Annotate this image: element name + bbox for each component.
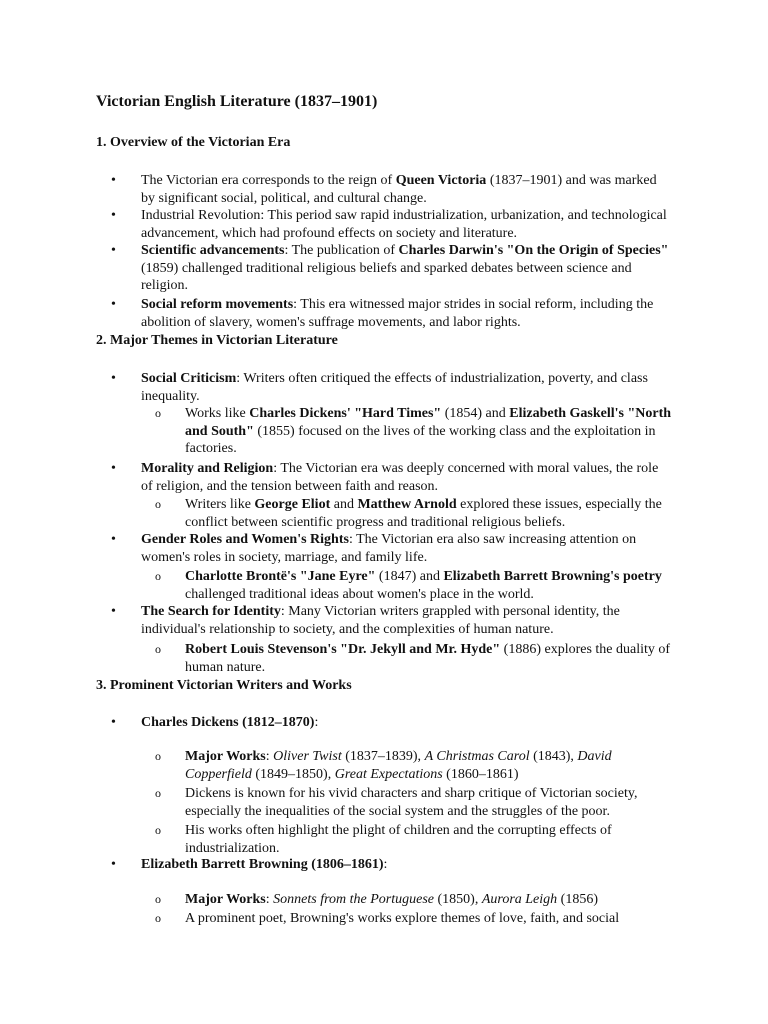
bullet-icon: • — [111, 532, 116, 547]
list-item: • Social reform movements: This era witnessed major strides in social reform, including the abolition of slavery, women's suffrage movements, and labor rights. — [111, 297, 654, 330]
circle-bullet-icon: o — [155, 569, 161, 583]
bullet-icon: • — [111, 173, 116, 188]
bullet-icon: • — [111, 604, 116, 619]
bullet-icon: • — [111, 297, 116, 312]
list-item: • Industrial Revolution: This period saw rapid industrialization, urbanization, and technological advancement, which had profound effects on society and literature. — [111, 208, 667, 241]
bullet-icon: • — [111, 243, 116, 258]
sub-list-item: o Robert Louis Stevenson's "Dr. Jekyll and Mr. Hyde" (1886) explores the duality of human nature. — [155, 642, 671, 675]
section-heading-writers: 3. Prominent Victorian Writers and Works — [96, 678, 352, 693]
circle-bullet-icon: o — [155, 642, 161, 656]
sub-list-item: o His works often highlight the plight of children and the corrupting effects of industrialization. — [155, 823, 612, 856]
circle-bullet-icon: o — [155, 749, 161, 763]
list-item: • The Search for Identity: Many Victorian writers grappled with personal identity, the individual's relationship to society, and the complexities of human nature. — [111, 604, 620, 637]
bullet-icon: • — [111, 208, 116, 223]
list-item: • Social Criticism: Writers often critiqued the effects of industrialization, poverty, and class inequality. — [111, 371, 648, 404]
sub-list-item: o Charlotte Brontë's "Jane Eyre" (1847) and Elizabeth Barrett Browning's poetry challenged traditional ideas about women's place in the world. — [155, 569, 662, 602]
list-item: • Scientific advancements: The publication of Charles Darwin's "On the Origin of Species" (1859) challenged traditional religious beliefs and sparked debates between science and religion. — [111, 243, 669, 293]
section-heading-overview: 1. Overview of the Victorian Era — [96, 135, 291, 150]
list-item: • Morality and Religion: The Victorian era was deeply concerned with moral values, the role of religion, and the tension between faith and reason. — [111, 461, 659, 494]
sub-list-item: o Works like Charles Dickens' "Hard Times" (1854) and Elizabeth Gaskell's "North and South" (1855) focused on the lives of the working class and the exploitation in factories. — [155, 406, 672, 456]
list-item: • Elizabeth Barrett Browning (1806–1861): — [111, 857, 388, 872]
list-item: • The Victorian era corresponds to the reign of Queen Victoria (1837–1901) and was marked by significant social, political, and cultural change. — [111, 173, 657, 206]
list-item: • Charles Dickens (1812–1870): — [111, 715, 319, 730]
sub-list-item: o Major Works: Oliver Twist (1837–1839), A Christmas Carol (1843), David Copperfield (1849–1850), Great Expectations (1860–1861) — [155, 749, 612, 782]
circle-bullet-icon: o — [155, 892, 161, 906]
bullet-icon: • — [111, 715, 116, 730]
circle-bullet-icon: o — [155, 911, 161, 925]
bullet-icon: • — [111, 461, 116, 476]
sub-list-item: o Major Works: Sonnets from the Portuguese (1850), Aurora Leigh (1856) — [155, 892, 598, 907]
list-item: • Gender Roles and Women's Rights: The Victorian era also saw increasing attention on women's roles in society, marriage, and family life. — [111, 532, 637, 565]
section-heading-themes: 2. Major Themes in Victorian Literature — [96, 333, 338, 348]
circle-bullet-icon: o — [155, 406, 161, 420]
circle-bullet-icon: o — [155, 786, 161, 800]
bullet-icon: • — [111, 371, 116, 386]
sub-list-item: o Dickens is known for his vivid characters and sharp critique of Victorian society, especially the inequalities of the social system and the struggles of the poor. — [155, 786, 638, 819]
bullet-icon: • — [111, 857, 116, 872]
circle-bullet-icon: o — [155, 497, 161, 511]
document-title: Victorian English Literature (1837–1901) — [96, 93, 378, 110]
sub-list-item: o A prominent poet, Browning's works explore themes of love, faith, and social — [155, 911, 620, 926]
circle-bullet-icon: o — [155, 823, 161, 837]
sub-list-item: o Writers like George Eliot and Matthew Arnold explored these issues, especially the conflict between scientific progress and traditional religious beliefs. — [155, 497, 662, 530]
